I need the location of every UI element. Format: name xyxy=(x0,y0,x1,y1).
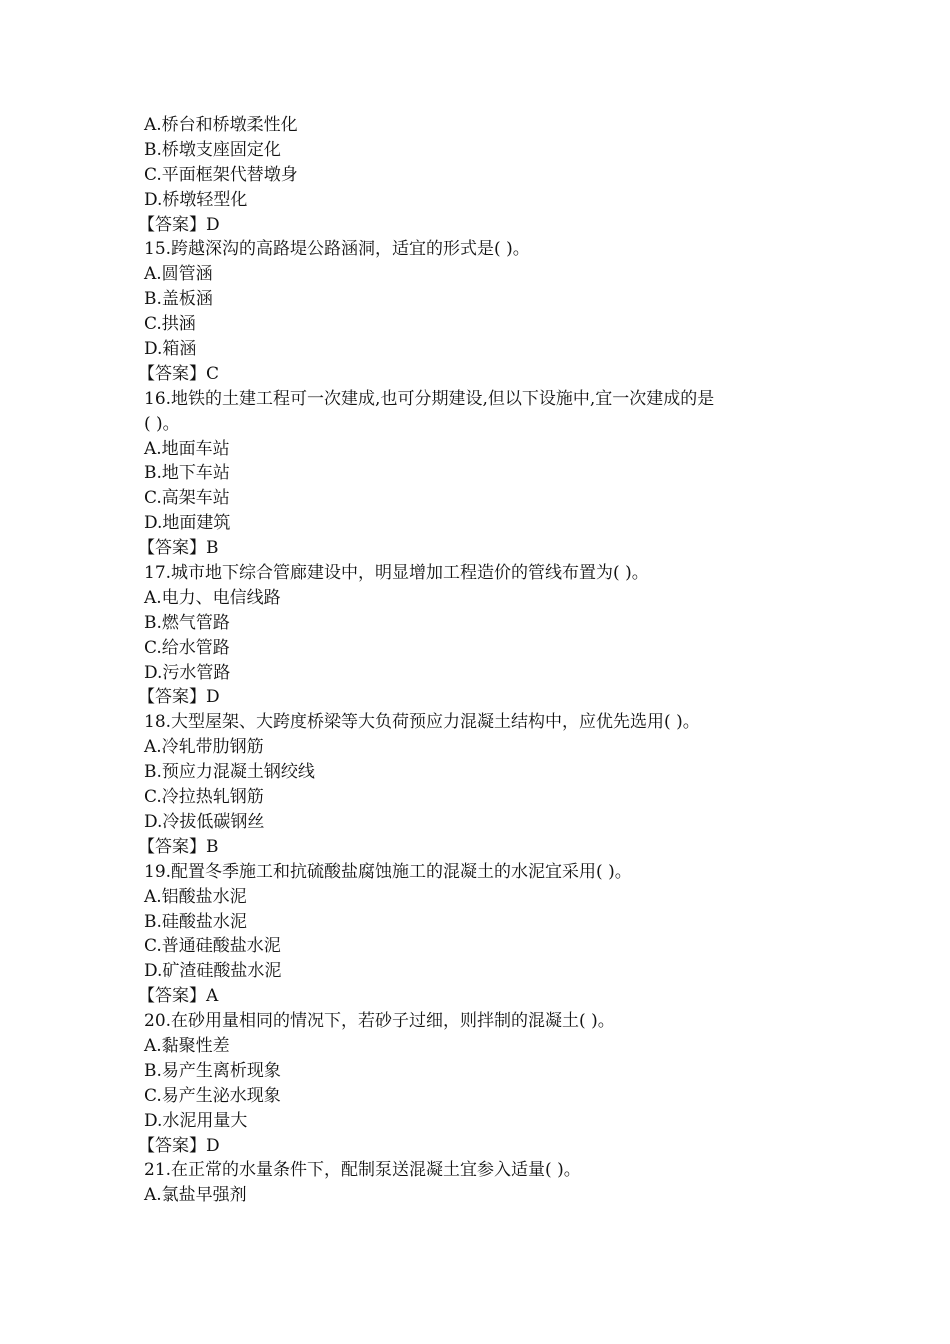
option-text: B.地下车站 xyxy=(144,463,230,484)
question-text: 17.城市地下综合管廊建设中，明显增加工程造价的管线布置为( )。 xyxy=(144,563,649,584)
document-body xyxy=(138,113,824,1208)
answer-text: 【答案】D xyxy=(138,214,220,235)
option-text: C.高架车站 xyxy=(144,488,230,509)
option-text: D.箱涵 xyxy=(144,339,197,360)
question-text: 21.在正常的水量条件下，配制泵送混凝土宜参入适量( )。 xyxy=(144,1160,581,1181)
option-text: A.圆管涵 xyxy=(144,264,213,285)
option-text: D.地面建筑 xyxy=(144,513,231,534)
option-text: B.燃气管路 xyxy=(144,612,230,633)
option-text: B.盖板涵 xyxy=(144,289,213,310)
option-text: D.冷拔低碳钢丝 xyxy=(144,811,265,832)
option-text: C.拱涵 xyxy=(144,314,196,335)
answer-text: 【答案】B xyxy=(138,538,219,559)
option-text: A.铝酸盐水泥 xyxy=(144,886,247,907)
option-text: B.预应力混凝土钢绞线 xyxy=(144,762,315,783)
option-text: A.黏聚性差 xyxy=(144,1035,230,1056)
answer-text: 【答案】C xyxy=(138,363,220,384)
option-text: A.地面车站 xyxy=(144,438,230,459)
answer-text: 【答案】B xyxy=(138,836,219,857)
option-text: B.桥墩支座固定化 xyxy=(144,139,281,160)
question-text: 19.配置冬季施工和抗硫酸盐腐蚀施工的混凝土的水泥宜采用( )。 xyxy=(144,861,632,882)
option-text: C.冷拉热轧钢筋 xyxy=(144,787,264,808)
question-text: 15.跨越深沟的高路堤公路涵洞，适宜的形式是( )。 xyxy=(144,239,530,260)
option-text: A.电力、电信线路 xyxy=(144,587,281,608)
option-text: A.冷轧带肋钢筋 xyxy=(144,737,264,758)
option-text: D.桥墩轻型化 xyxy=(144,189,248,210)
option-text: D.矿渣硅酸盐水泥 xyxy=(144,961,282,982)
option-text: B.易产生离析现象 xyxy=(144,1060,281,1081)
answer-text: 【答案】A xyxy=(138,986,219,1007)
question-text: 18.大型屋架、大跨度桥梁等大负荷预应力混凝土结构中，应优先选用( )。 xyxy=(144,712,700,733)
option-text: C.易产生泌水现象 xyxy=(144,1085,281,1106)
option-text: A.氯盐早强剂 xyxy=(144,1185,247,1206)
option-text: C.给水管路 xyxy=(144,637,230,658)
question-text: 20.在砂用量相同的情况下，若砂子过细，则拌制的混凝土( )。 xyxy=(144,1011,615,1032)
option-text: D.水泥用量大 xyxy=(144,1110,248,1131)
option-text: B.硅酸盐水泥 xyxy=(144,911,247,932)
answer-text: 【答案】D xyxy=(138,687,220,708)
option-text: C.普通硅酸盐水泥 xyxy=(144,936,281,957)
option-text: A.桥台和桥墩柔性化 xyxy=(144,115,298,135)
option-text: C.平面框架代替墩身 xyxy=(144,164,298,185)
answer-text: 【答案】D xyxy=(138,1135,220,1156)
option-text: D.污水管路 xyxy=(144,662,231,683)
question-text: 16.地铁的土建工程可一次建成,也可分期建设,但以下设施中,宜一次建成的是 xyxy=(144,388,715,409)
question-text: ( )。 xyxy=(144,413,180,434)
